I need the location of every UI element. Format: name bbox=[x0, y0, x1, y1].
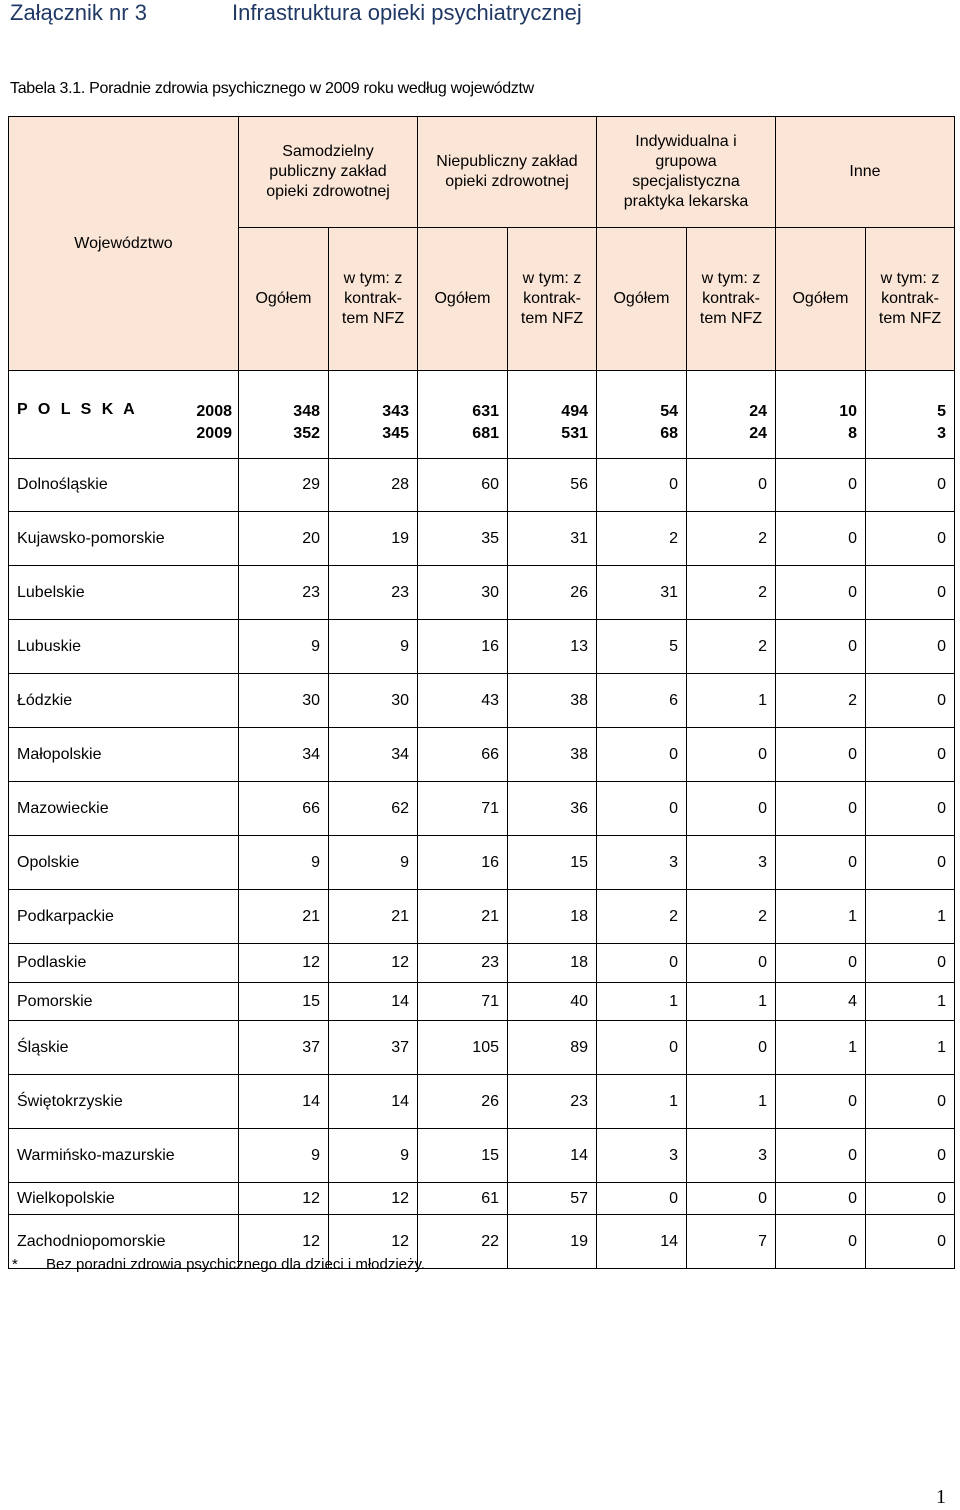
polska-cell bbox=[329, 371, 418, 459]
table-cell: 0 bbox=[866, 512, 955, 566]
table-cell: 3 bbox=[597, 1129, 687, 1183]
table-cell: 9 bbox=[329, 1129, 418, 1183]
polska-value-2008: 348 bbox=[293, 403, 320, 420]
table-cell: 38 bbox=[508, 728, 597, 782]
subheader-nfz: w tym: z kontrak- tem NFZ bbox=[329, 228, 418, 371]
table-cell: 26 bbox=[508, 566, 597, 620]
region-name: Lubelskie bbox=[9, 566, 239, 620]
table-cell: 71 bbox=[418, 983, 508, 1021]
table-cell: 0 bbox=[776, 1129, 866, 1183]
table-cell: 36 bbox=[508, 782, 597, 836]
table-cell: 0 bbox=[866, 1129, 955, 1183]
table-cell: 105 bbox=[418, 1021, 508, 1075]
subheader-nfz: w tym: z kontrak- tem NFZ bbox=[866, 228, 955, 371]
table-cell: 89 bbox=[508, 1021, 597, 1075]
table-row bbox=[9, 944, 955, 983]
polska-cell bbox=[239, 371, 329, 459]
region-name: Śląskie bbox=[9, 1021, 239, 1075]
table-cell: 0 bbox=[776, 620, 866, 674]
table-cell: 18 bbox=[508, 944, 597, 983]
table-cell: 1 bbox=[866, 983, 955, 1021]
region-name: Wielkopolskie bbox=[9, 1183, 239, 1215]
polska-value-2008: 343 bbox=[382, 403, 409, 420]
table-row bbox=[9, 1021, 955, 1075]
table-cell: 29 bbox=[239, 459, 329, 512]
group-header-public: Samodzielny publiczny zakład opieki zdrowotnej bbox=[239, 117, 418, 228]
table-cell: 57 bbox=[508, 1183, 597, 1215]
clinics-table bbox=[8, 116, 955, 1269]
table-cell: 0 bbox=[776, 1075, 866, 1129]
polska-cell bbox=[418, 371, 508, 459]
table-row bbox=[9, 674, 955, 728]
table-cell: 28 bbox=[329, 459, 418, 512]
table-cell: 6 bbox=[597, 674, 687, 728]
table-cell: 0 bbox=[776, 944, 866, 983]
table-cell: 14 bbox=[597, 1215, 687, 1269]
table-cell: 21 bbox=[329, 890, 418, 944]
polska-label: P O L S K A bbox=[17, 401, 138, 418]
table-cell: 14 bbox=[239, 1075, 329, 1129]
table-cell: 38 bbox=[508, 674, 597, 728]
table-cell: 26 bbox=[418, 1075, 508, 1129]
page-title: Infrastruktura opieki psychiatrycznej bbox=[232, 0, 582, 25]
table-cell: 14 bbox=[508, 1129, 597, 1183]
table-cell: 21 bbox=[239, 890, 329, 944]
region-name: Opolskie bbox=[9, 836, 239, 890]
polska-value-2009: 68 bbox=[660, 425, 678, 442]
subheader-total: Ogółem bbox=[597, 228, 687, 371]
table-cell: 34 bbox=[329, 728, 418, 782]
table-cell: 3 bbox=[597, 836, 687, 890]
table-cell: 3 bbox=[687, 1129, 776, 1183]
subheader-nfz: w tym: z kontrak- tem NFZ bbox=[687, 228, 776, 371]
table-row bbox=[9, 512, 955, 566]
polska-value-2008: 54 bbox=[660, 403, 678, 420]
table-cell: 0 bbox=[866, 944, 955, 983]
table-cell: 61 bbox=[418, 1183, 508, 1215]
table-cell: 30 bbox=[329, 674, 418, 728]
table-cell: 1 bbox=[597, 983, 687, 1021]
polska-year-2008: 2008 bbox=[196, 403, 232, 420]
table-row bbox=[9, 836, 955, 890]
table-cell: 0 bbox=[866, 728, 955, 782]
table-cell: 12 bbox=[329, 1215, 418, 1269]
table-cell: 0 bbox=[776, 1215, 866, 1269]
table-cell: 0 bbox=[866, 620, 955, 674]
table-cell: 2 bbox=[687, 890, 776, 944]
table-cell: 37 bbox=[239, 1021, 329, 1075]
table-cell: 9 bbox=[329, 836, 418, 890]
table-cell: 1 bbox=[687, 983, 776, 1021]
polska-value-2008: 631 bbox=[472, 403, 499, 420]
table-cell: 1 bbox=[687, 1075, 776, 1129]
table-cell: 1 bbox=[866, 1021, 955, 1075]
table-cell: 0 bbox=[597, 728, 687, 782]
table-cell: 1 bbox=[866, 890, 955, 944]
table-cell: 2 bbox=[597, 512, 687, 566]
table-cell: 4 bbox=[776, 983, 866, 1021]
table-cell: 40 bbox=[508, 983, 597, 1021]
table-cell: 0 bbox=[597, 1021, 687, 1075]
table-cell: 0 bbox=[776, 566, 866, 620]
region-name: Podlaskie bbox=[9, 944, 239, 983]
polska-cell bbox=[866, 371, 955, 459]
table-cell: 2 bbox=[687, 512, 776, 566]
annex-label: Załącznik nr 3 bbox=[10, 0, 147, 25]
table-cell: 2 bbox=[687, 620, 776, 674]
polska-cell bbox=[776, 371, 866, 459]
table-cell: 20 bbox=[239, 512, 329, 566]
table-cell: 23 bbox=[418, 944, 508, 983]
table-cell: 21 bbox=[418, 890, 508, 944]
page-number: 1 bbox=[936, 1486, 946, 1508]
table-cell: 0 bbox=[866, 1215, 955, 1269]
region-name: Zachodniopomorskie bbox=[9, 1215, 239, 1269]
table-cell: 9 bbox=[329, 620, 418, 674]
polska-value-2009: 681 bbox=[472, 425, 499, 442]
table-cell: 1 bbox=[776, 890, 866, 944]
table-cell: 37 bbox=[329, 1021, 418, 1075]
subheader-total: Ogółem bbox=[418, 228, 508, 371]
table-cell: 14 bbox=[329, 1075, 418, 1129]
table-cell: 0 bbox=[776, 459, 866, 512]
table-cell: 1 bbox=[776, 1021, 866, 1075]
table-cell: 0 bbox=[776, 1183, 866, 1215]
table-cell: 0 bbox=[866, 836, 955, 890]
table-cell: 14 bbox=[329, 983, 418, 1021]
table-cell: 35 bbox=[418, 512, 508, 566]
table-cell: 0 bbox=[687, 728, 776, 782]
polska-cell bbox=[597, 371, 687, 459]
table-cell: 0 bbox=[866, 1075, 955, 1129]
polska-value-2009: 352 bbox=[293, 425, 320, 442]
polska-value-2008: 24 bbox=[749, 403, 767, 420]
polska-cell bbox=[687, 371, 776, 459]
table-cell: 15 bbox=[508, 836, 597, 890]
table-cell: 2 bbox=[776, 674, 866, 728]
table-cell: 0 bbox=[776, 512, 866, 566]
table-cell: 0 bbox=[866, 566, 955, 620]
table-cell: 34 bbox=[239, 728, 329, 782]
table-cell: 0 bbox=[776, 782, 866, 836]
table-cell: 19 bbox=[508, 1215, 597, 1269]
polska-value-2009: 24 bbox=[749, 425, 767, 442]
region-name: Dolnośląskie bbox=[9, 459, 239, 512]
table-cell: 62 bbox=[329, 782, 418, 836]
subheader-nfz: w tym: z kontrak- tem NFZ bbox=[508, 228, 597, 371]
subheader-total: Ogółem bbox=[776, 228, 866, 371]
group-header-nonpublic: Niepubliczny zakład opieki zdrowotnej bbox=[418, 117, 597, 228]
group-header-practice: Indywidualna i grupowa specjalistyczna praktyka lekarska bbox=[597, 117, 776, 228]
group-header-other: Inne bbox=[776, 117, 955, 228]
footnote-text: Bez poradni zdrowia psychicznego dla dzieci i młodzieży. bbox=[46, 1256, 426, 1273]
table-cell: 1 bbox=[687, 674, 776, 728]
table-cell: 5 bbox=[597, 620, 687, 674]
table-cell: 0 bbox=[687, 459, 776, 512]
table-row bbox=[9, 1183, 955, 1215]
region-name: Warmińsko-mazurskie bbox=[9, 1129, 239, 1183]
table-cell: 71 bbox=[418, 782, 508, 836]
table-cell: 60 bbox=[418, 459, 508, 512]
polska-value-2008: 494 bbox=[561, 403, 588, 420]
table-cell: 23 bbox=[239, 566, 329, 620]
polska-value-2009: 531 bbox=[561, 425, 588, 442]
table-cell: 12 bbox=[329, 1183, 418, 1215]
table-cell: 0 bbox=[687, 1183, 776, 1215]
table-cell: 0 bbox=[597, 1183, 687, 1215]
table-cell: 9 bbox=[239, 620, 329, 674]
region-name: Podkarpackie bbox=[9, 890, 239, 944]
table-cell: 0 bbox=[866, 1183, 955, 1215]
table-cell: 0 bbox=[866, 459, 955, 512]
polska-value-2009: 3 bbox=[937, 425, 946, 442]
table-cell: 43 bbox=[418, 674, 508, 728]
table-cell: 9 bbox=[239, 1129, 329, 1183]
table-cell: 19 bbox=[329, 512, 418, 566]
table-row bbox=[9, 459, 955, 512]
polska-value-2009: 345 bbox=[382, 425, 409, 442]
table-cell: 9 bbox=[239, 836, 329, 890]
table-row bbox=[9, 1075, 955, 1129]
table-cell: 0 bbox=[776, 728, 866, 782]
table-cell: 0 bbox=[866, 674, 955, 728]
table-cell: 2 bbox=[597, 890, 687, 944]
table-cell: 30 bbox=[239, 674, 329, 728]
table-cell: 12 bbox=[239, 1215, 329, 1269]
table-cell: 13 bbox=[508, 620, 597, 674]
table-cell: 1 bbox=[597, 1075, 687, 1129]
table-cell: 16 bbox=[418, 620, 508, 674]
table-cell: 18 bbox=[508, 890, 597, 944]
table-cell: 0 bbox=[687, 1021, 776, 1075]
table-cell: 56 bbox=[508, 459, 597, 512]
table-caption: Tabela 3.1. Poradnie zdrowia psychicznego w 2009 roku według województw bbox=[10, 80, 534, 97]
table-cell: 2 bbox=[687, 566, 776, 620]
table-cell: 0 bbox=[866, 782, 955, 836]
table-cell: 31 bbox=[597, 566, 687, 620]
table-cell: 0 bbox=[776, 836, 866, 890]
table-row bbox=[9, 728, 955, 782]
table-cell: 0 bbox=[687, 944, 776, 983]
table-cell: 66 bbox=[239, 782, 329, 836]
table-cell: 23 bbox=[329, 566, 418, 620]
region-name: Mazowieckie bbox=[9, 782, 239, 836]
table-cell: 12 bbox=[239, 1183, 329, 1215]
region-name: Pomorskie bbox=[9, 983, 239, 1021]
table-cell: 15 bbox=[239, 983, 329, 1021]
table-cell: 12 bbox=[239, 944, 329, 983]
table-cell: 16 bbox=[418, 836, 508, 890]
region-name: Łódzkie bbox=[9, 674, 239, 728]
table-cell: 0 bbox=[687, 782, 776, 836]
table-row bbox=[9, 620, 955, 674]
region-header: Województwo bbox=[9, 117, 239, 371]
table-cell: 12 bbox=[329, 944, 418, 983]
polska-years bbox=[196, 401, 232, 445]
table-cell: 0 bbox=[597, 944, 687, 983]
polska-year-2009: 2009 bbox=[196, 425, 232, 442]
table-cell: 15 bbox=[418, 1129, 508, 1183]
footnote-marker: * bbox=[12, 1256, 18, 1273]
table-cell: 66 bbox=[418, 728, 508, 782]
table-row bbox=[9, 566, 955, 620]
polska-value-2008: 5 bbox=[937, 403, 946, 420]
polska-value-2009: 8 bbox=[848, 425, 857, 442]
polska-value-2008: 10 bbox=[839, 403, 857, 420]
table-row bbox=[9, 782, 955, 836]
table-cell: 31 bbox=[508, 512, 597, 566]
polska-cell bbox=[508, 371, 597, 459]
region-name: Małopolskie bbox=[9, 728, 239, 782]
table-row bbox=[9, 890, 955, 944]
table-row bbox=[9, 983, 955, 1021]
table-cell: 0 bbox=[597, 782, 687, 836]
table-cell: 3 bbox=[687, 836, 776, 890]
table-cell: 7 bbox=[687, 1215, 776, 1269]
table-cell: 30 bbox=[418, 566, 508, 620]
table-cell: 23 bbox=[508, 1075, 597, 1129]
table-cell: 0 bbox=[597, 459, 687, 512]
region-name: Kujawsko-pomorskie bbox=[9, 512, 239, 566]
table-row-polska bbox=[9, 371, 955, 459]
table-row bbox=[9, 1129, 955, 1183]
subheader-total: Ogółem bbox=[239, 228, 329, 371]
region-name: Lubuskie bbox=[9, 620, 239, 674]
footnote bbox=[12, 1256, 425, 1273]
table-cell: 22 bbox=[418, 1215, 508, 1269]
region-name: Świętokrzyskie bbox=[9, 1075, 239, 1129]
